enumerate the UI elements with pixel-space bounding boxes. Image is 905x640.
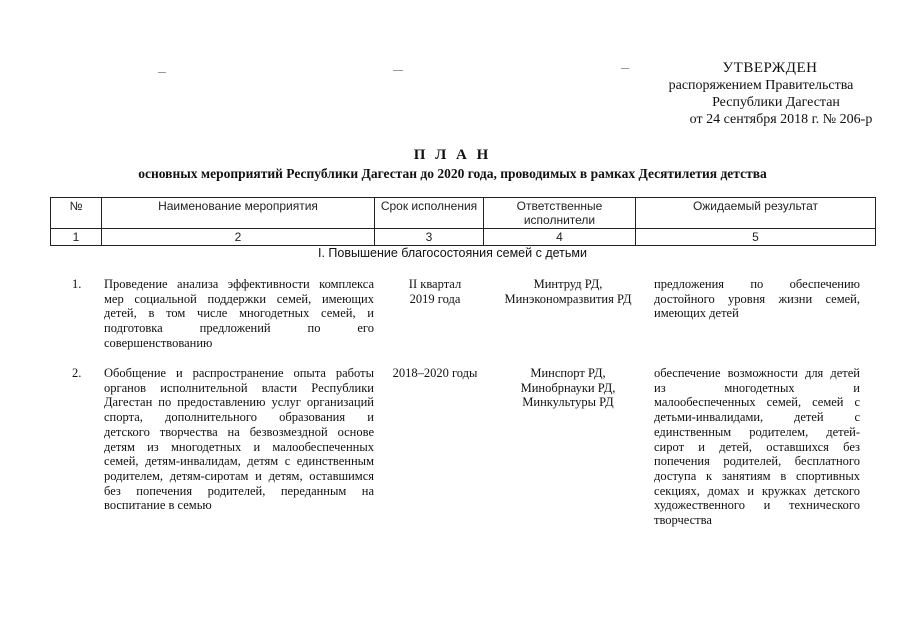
col-index-4: 4 bbox=[484, 229, 636, 246]
plan-table-header bbox=[50, 197, 876, 246]
scan-mark bbox=[393, 70, 403, 71]
text-line: совершенствованию bbox=[104, 335, 213, 350]
text-line: Обобщение и распространение опыта работы bbox=[104, 366, 374, 380]
text-line: 2019 года bbox=[409, 291, 461, 306]
text-line: Проведение анализа эффективности комплекса bbox=[104, 277, 374, 291]
text-line: Минтруд РД, bbox=[533, 277, 603, 291]
col-index-2: 2 bbox=[102, 229, 375, 246]
text-line: детей, в том числе многодетных семей, и bbox=[104, 306, 374, 321]
text-line: из многодетных и bbox=[654, 380, 860, 395]
text-line: без попечения родителей, переданным на bbox=[104, 483, 374, 498]
row-responsible bbox=[494, 366, 642, 410]
text-line: Минобрнауки РД, bbox=[520, 380, 616, 395]
text-line: детского творчества на безвозмездной основе bbox=[104, 424, 374, 439]
row-number: 2. bbox=[72, 366, 82, 380]
plan-subtitle: основных мероприятий Республики Дагестан до 2020 года, проводимых в рамках Десятилетия детства bbox=[138, 166, 767, 181]
approved-label: УТВЕРЖДЕН bbox=[722, 60, 818, 76]
text-line: творчества bbox=[654, 513, 712, 528]
approval-stamp bbox=[630, 60, 892, 128]
section-title: I. Повышение благосостояния семей с детьми bbox=[318, 246, 587, 260]
text-line: подготовка предложений по его bbox=[104, 321, 374, 336]
col-result-header: Ожидаемый результат bbox=[636, 198, 876, 229]
text-line: 2018–2020 годы bbox=[392, 366, 478, 380]
col-term-header: Срок исполнения bbox=[375, 198, 484, 229]
col-responsible-header: Ответственные исполнители bbox=[484, 198, 636, 229]
text-line: II квартал bbox=[408, 277, 462, 291]
text-line: доступа к занятиям в спортивных bbox=[654, 468, 860, 483]
row-term bbox=[380, 366, 490, 381]
text-line: мер социальной поддержки семей, имеющих bbox=[104, 291, 374, 306]
text-line: детям из многодетных и малообеспеченных bbox=[104, 439, 374, 454]
row-responsible bbox=[494, 277, 642, 306]
text-line: органов исполнительной власти Республики bbox=[104, 380, 374, 395]
row-expected-result bbox=[654, 277, 860, 321]
text-line: родителем, детям-сиротам и детям, оставшимся bbox=[104, 468, 374, 483]
column-number-row bbox=[51, 229, 876, 246]
text-line: сирот и детей, оставшихся без bbox=[654, 439, 860, 454]
text-line: спорта, дополнительного образования и bbox=[104, 410, 374, 425]
text-line: имеющих детей bbox=[654, 306, 739, 321]
row-term bbox=[380, 277, 490, 306]
col-index-5: 5 bbox=[636, 229, 876, 246]
text-line: Дагестан по предоставлению услуг организаций bbox=[104, 395, 374, 410]
text-line: предложения по обеспечению bbox=[654, 277, 860, 291]
approval-line-4: от 24 сентября 2018 г. № 206-р bbox=[689, 112, 873, 127]
approval-line-2: распоряжением Правительства bbox=[668, 78, 854, 93]
text-line: секциях, домах и кружках детского bbox=[654, 483, 860, 498]
row-number: 1. bbox=[72, 277, 82, 291]
text-line: малообеспеченных семей, семей с bbox=[654, 395, 860, 410]
text-line: художественного и технического bbox=[654, 498, 860, 513]
approval-line-3: Республики Дагестан bbox=[712, 95, 840, 110]
row-activity-name bbox=[104, 277, 374, 351]
text-line: Минспорт РД, bbox=[530, 366, 606, 380]
scan-mark bbox=[621, 68, 629, 69]
col-name-header: Наименование мероприятия bbox=[102, 198, 375, 229]
scan-mark bbox=[158, 72, 166, 73]
row-expected-result bbox=[654, 366, 860, 528]
header-row bbox=[51, 198, 876, 229]
text-line: попечения родителей, бесплатного bbox=[654, 454, 860, 469]
col-number-header: № bbox=[51, 198, 102, 229]
text-line: детьми-инвалидами, детей с bbox=[654, 410, 860, 425]
text-line: семей, детям-инвалидам, детям с единственным bbox=[104, 454, 374, 469]
text-line: обеспечение возможности для детей bbox=[654, 366, 860, 380]
text-line: Минкультуры РД bbox=[522, 395, 614, 410]
text-line: единственным родителем, детей- bbox=[654, 424, 860, 439]
text-line: достойного уровня жизни семей, bbox=[654, 291, 860, 306]
text-line: Минэкономразвития РД bbox=[504, 291, 632, 306]
col-index-1: 1 bbox=[51, 229, 102, 246]
plan-title: П Л А Н bbox=[413, 147, 492, 163]
col-index-3: 3 bbox=[375, 229, 484, 246]
row-activity-name bbox=[104, 366, 374, 513]
text-line: воспитание в семью bbox=[104, 498, 212, 513]
